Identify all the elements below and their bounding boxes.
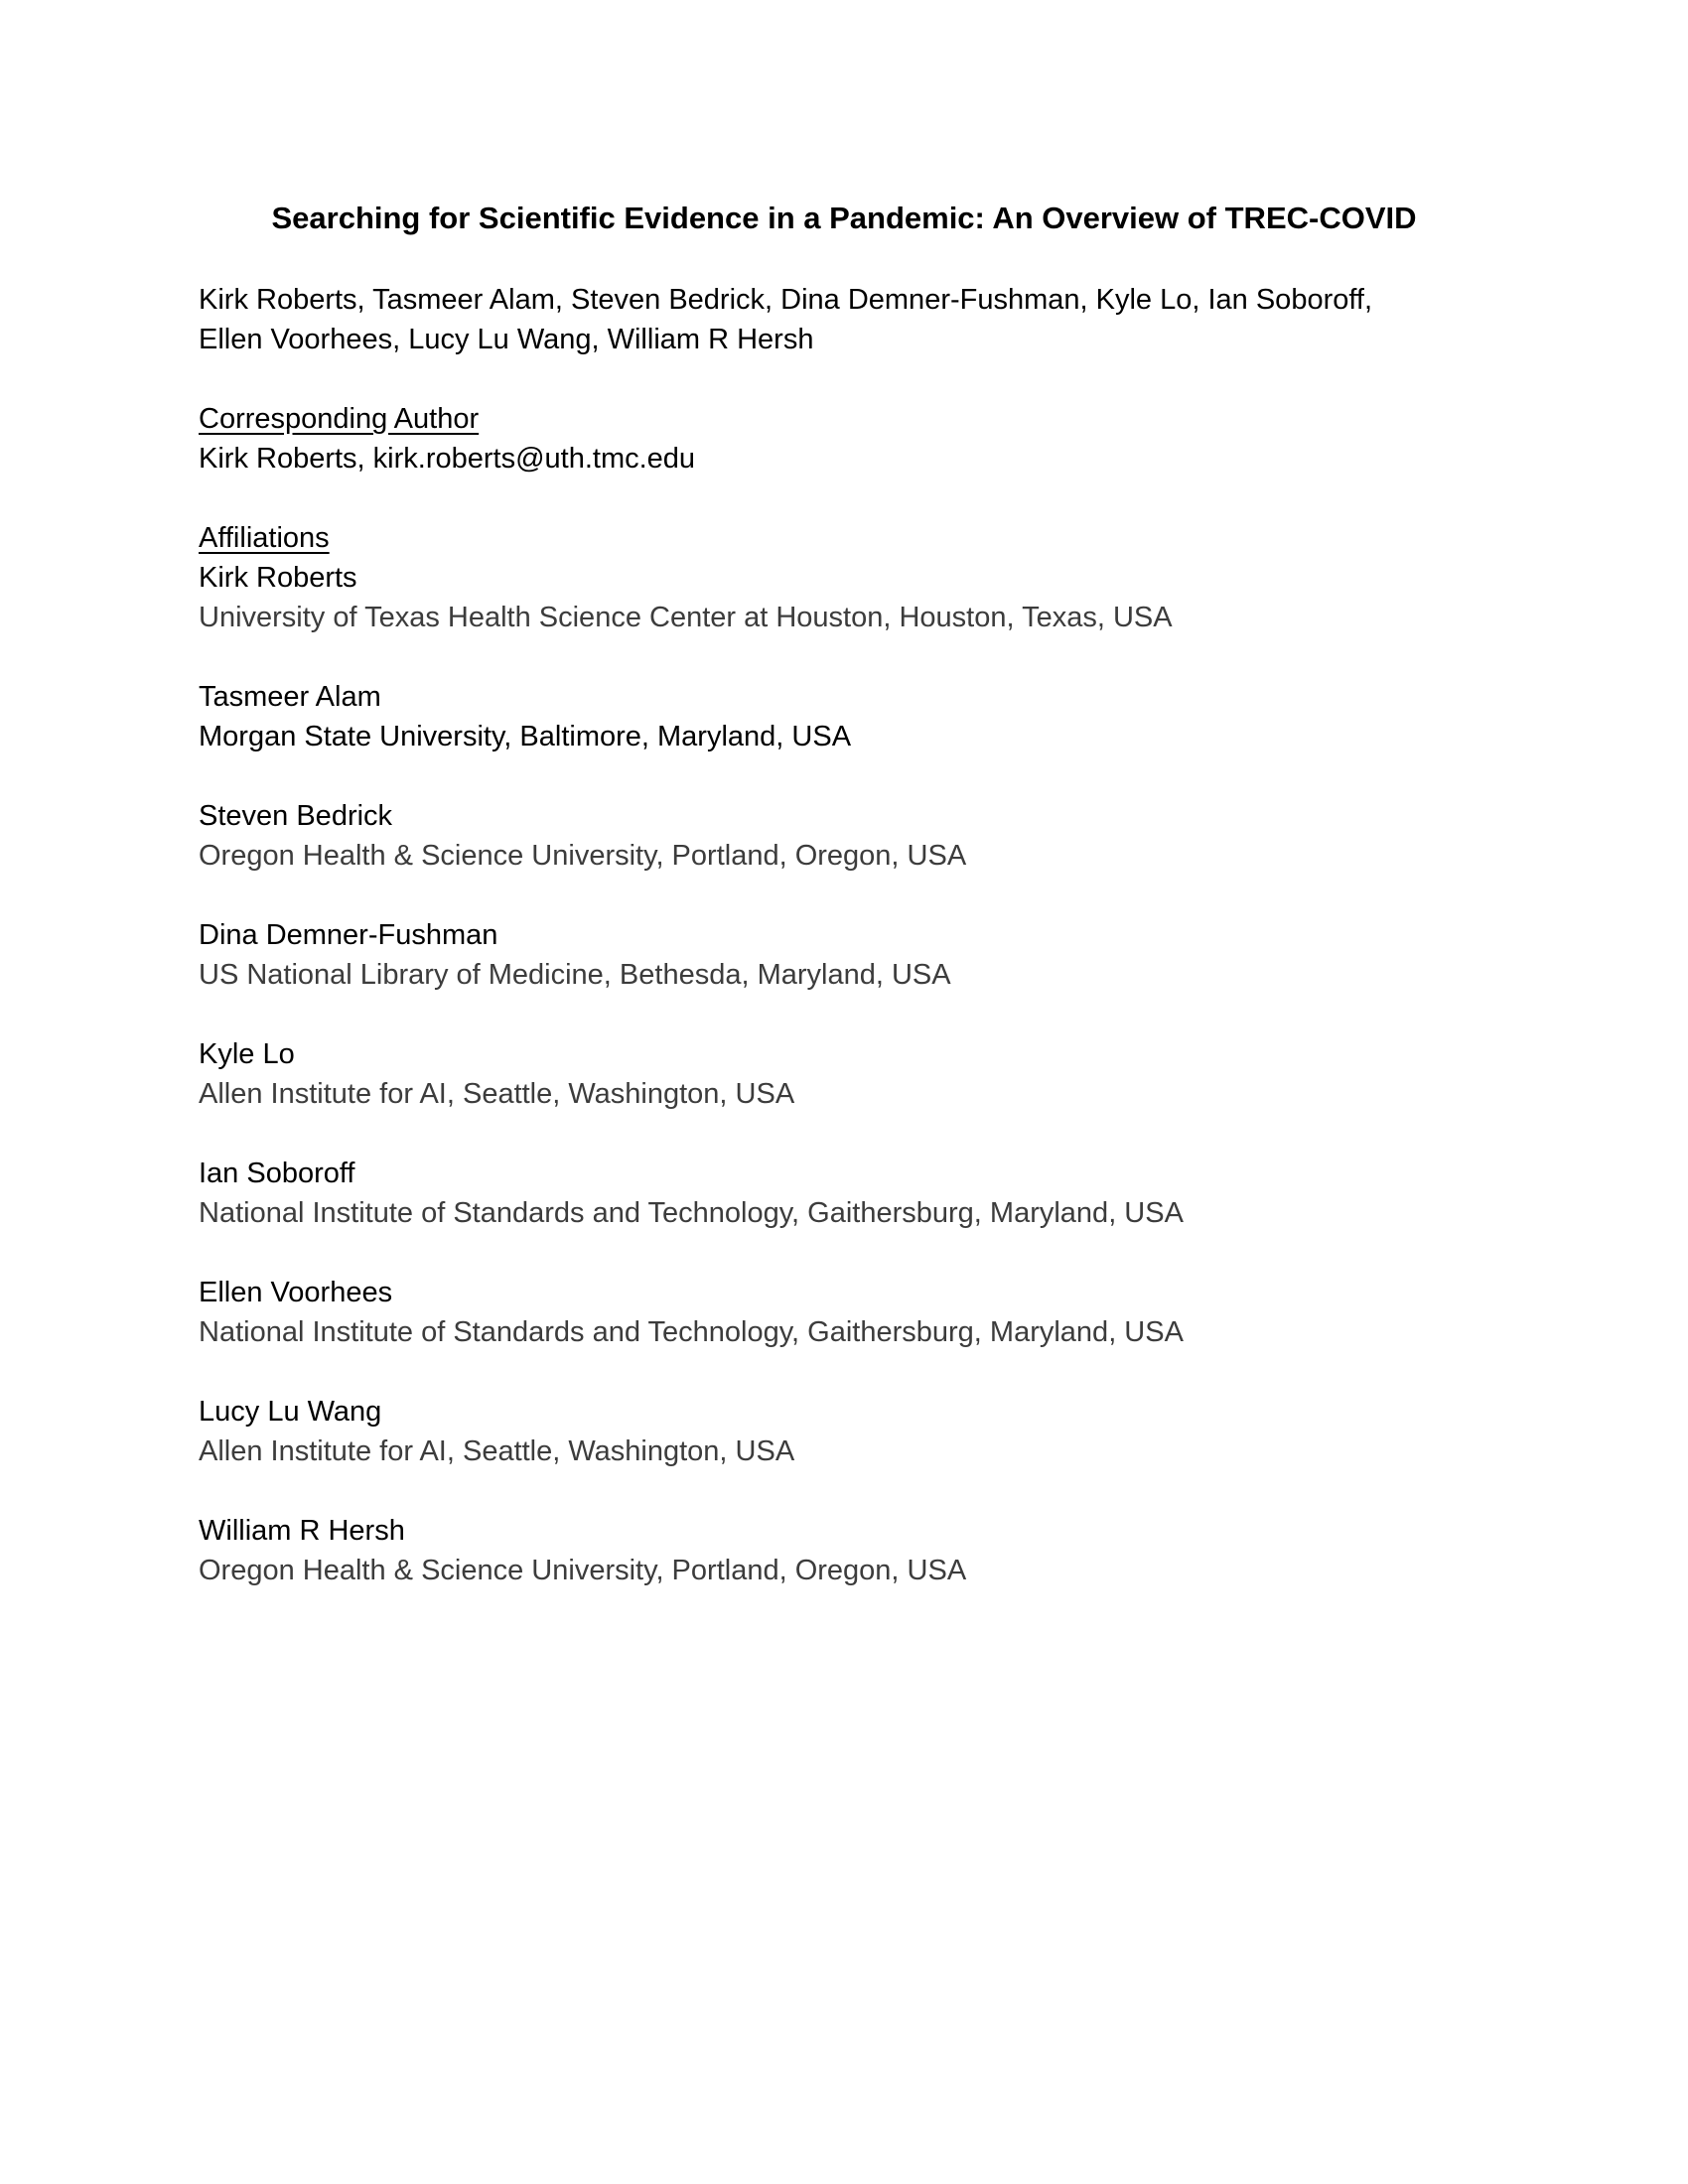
affiliation-item bbox=[199, 677, 1509, 756]
affiliation-author-name: Steven Bedrick bbox=[199, 800, 393, 832]
author-line-2: Ellen Voorhees, Lucy Lu Wang, William R Hersh bbox=[199, 324, 814, 355]
affiliation-organization: Morgan State University, Baltimore, Maryland, USA bbox=[199, 721, 852, 752]
affiliation-author-name: Kyle Lo bbox=[199, 1038, 295, 1070]
affiliation-item bbox=[199, 1273, 1509, 1352]
affiliation-author-name: Dina Demner-Fushman bbox=[199, 919, 498, 951]
affiliation-organization: Oregon Health & Science University, Portland, Oregon, USA bbox=[199, 1555, 967, 1586]
affiliation-organization: US National Library of Medicine, Bethesda, Maryland, USA bbox=[199, 959, 951, 991]
affiliation-author-name: Ellen Voorhees bbox=[199, 1277, 393, 1308]
author-list bbox=[199, 280, 1509, 359]
corresponding-author-contact: Kirk Roberts, kirk.roberts@uth.tmc.edu bbox=[199, 443, 696, 475]
affiliation-organization: Allen Institute for AI, Seattle, Washington, USA bbox=[199, 1078, 795, 1110]
affiliation-item bbox=[199, 915, 1509, 995]
affiliation-author-name: Tasmeer Alam bbox=[199, 681, 381, 713]
affiliations-heading: Affiliations bbox=[199, 522, 330, 554]
author-line-1: Kirk Roberts, Tasmeer Alam, Steven Bedrick, Dina Demner-Fushman, Kyle Lo, Ian Soboroff, bbox=[199, 284, 1373, 316]
affiliation-item bbox=[199, 558, 1509, 637]
affiliation-organization: University of Texas Health Science Center at Houston, Houston, Texas, USA bbox=[199, 602, 1173, 633]
affiliation-item bbox=[199, 1392, 1509, 1471]
affiliation-item bbox=[199, 796, 1509, 876]
front-matter bbox=[199, 280, 1509, 1590]
affiliation-author-name: Ian Soboroff bbox=[199, 1158, 355, 1189]
affiliation-item bbox=[199, 1154, 1509, 1233]
affiliation-organization: Allen Institute for AI, Seattle, Washington, USA bbox=[199, 1435, 795, 1467]
affiliation-organization: National Institute of Standards and Technology, Gaithersburg, Maryland, USA bbox=[199, 1197, 1184, 1229]
affiliation-author-name: William R Hersh bbox=[199, 1515, 405, 1547]
affiliation-item bbox=[199, 1034, 1509, 1114]
corresponding-author-heading: Corresponding Author bbox=[199, 403, 480, 435]
affiliation-organization: National Institute of Standards and Technology, Gaithersburg, Maryland, USA bbox=[199, 1316, 1184, 1348]
affiliations-list bbox=[199, 558, 1509, 1590]
affiliation-author-name: Lucy Lu Wang bbox=[199, 1396, 382, 1428]
affiliation-author-name: Kirk Roberts bbox=[199, 562, 357, 594]
affiliation-item bbox=[199, 1511, 1509, 1590]
affiliation-organization: Oregon Health & Science University, Portland, Oregon, USA bbox=[199, 840, 967, 872]
paper-title: Searching for Scientific Evidence in a Pandemic: An Overview of TREC-COVID bbox=[271, 201, 1417, 235]
